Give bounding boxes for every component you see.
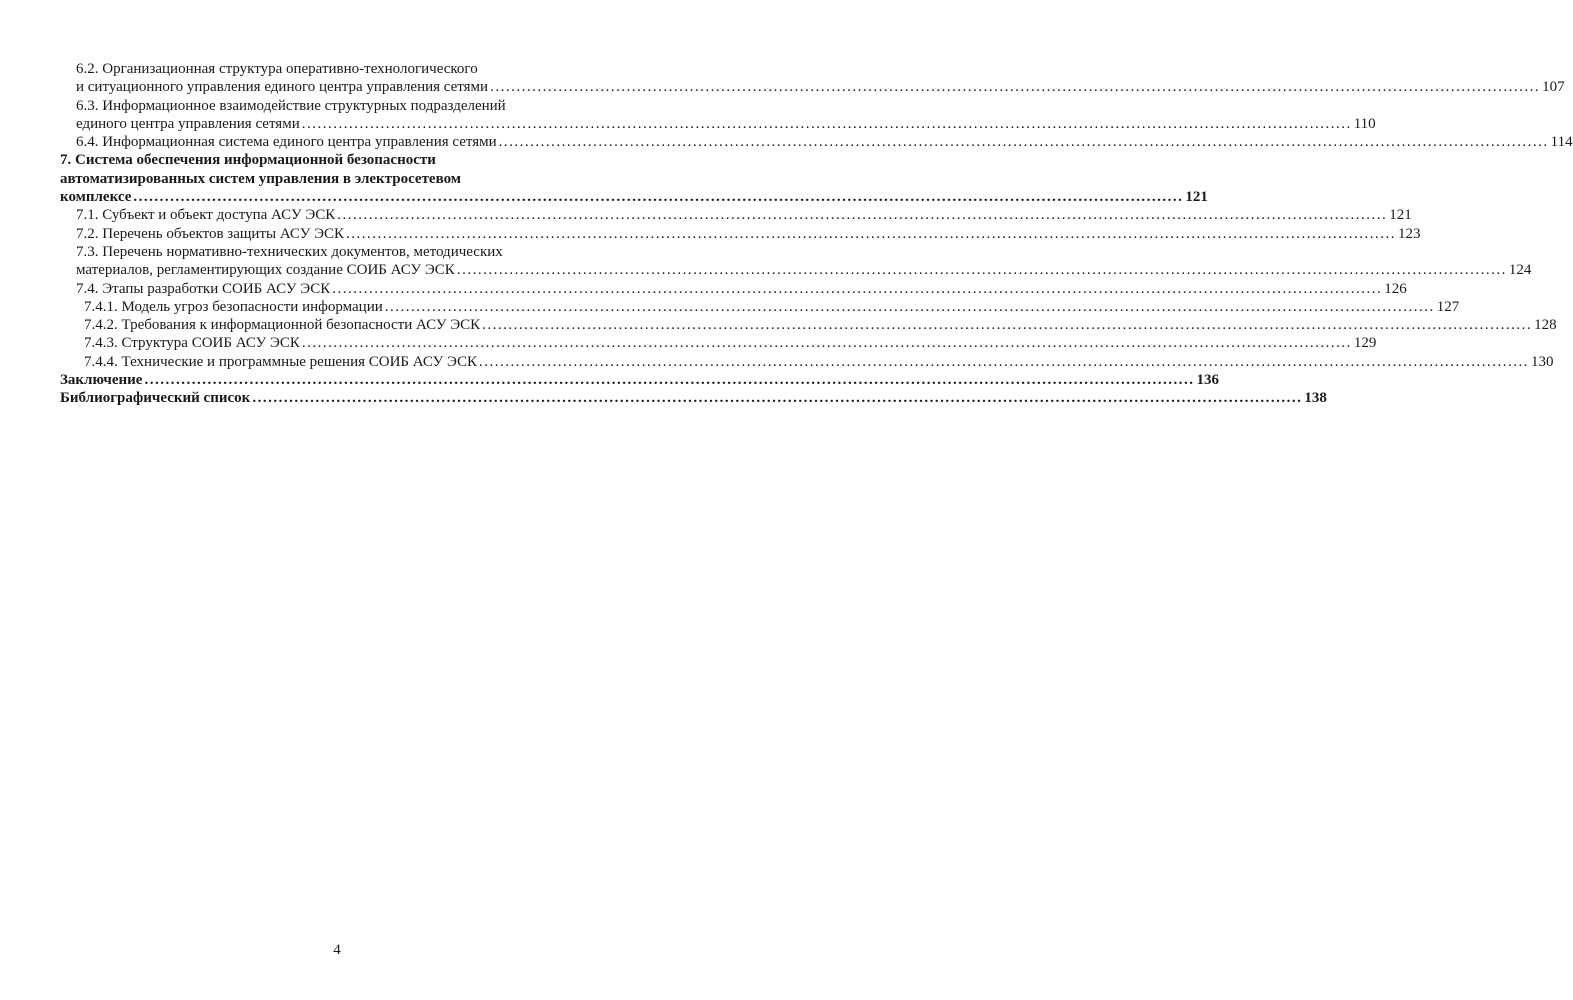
- toc-page-number: 107: [1542, 79, 1565, 96]
- toc-page-number: 138: [1304, 390, 1327, 407]
- toc-entry-title: 7.2. Перечень объектов защиты АСУ ЭСК: [76, 225, 345, 242]
- toc-page-number: 130: [1530, 353, 1554, 370]
- toc-entry-title: 7.4.1. Модель угроз безопасности информации: [84, 298, 383, 315]
- toc-entry-title: и ситуационного управления единого центра управления сетями: [76, 79, 489, 96]
- toc-page-number: 124: [1508, 262, 1532, 279]
- toc-leader-dots: ........................................................................................................................................................................................................: [346, 225, 1397, 242]
- toc-line: [60, 225, 1421, 243]
- toc-leader-dots: ........................................................................................................................................................................................................: [133, 189, 1184, 206]
- toc-entry-title: Заключение: [60, 372, 143, 389]
- toc-leader-dots: ........................................................................................................................................................................................................: [490, 79, 1541, 96]
- toc-line: [60, 206, 1412, 224]
- toc-line: [60, 389, 1327, 407]
- toc-entry-title: Библиографический список: [60, 390, 251, 407]
- toc-page-number: 126: [1384, 280, 1407, 297]
- toc-line: [60, 115, 1376, 133]
- toc-entry-title: комплексе: [60, 189, 132, 206]
- page-number: 4: [333, 942, 341, 958]
- toc-entry-title: 7.4.2. Требования к информационной безопасности АСУ ЭСК: [84, 317, 481, 334]
- toc-line: [60, 334, 1377, 352]
- toc-leader-dots: ........................................................................................................................................................................................................: [301, 335, 1352, 352]
- toc-leader-dots: ........................................................................................................................................................................................................: [384, 298, 1435, 315]
- toc-line: [60, 78, 1565, 96]
- toc-entry-title: 7.4. Этапы разработки СОИБ АСУ ЭСК: [76, 280, 331, 297]
- toc-entry-title: 7.4.3. Структура СОИБ АСУ ЭСК: [84, 335, 300, 352]
- toc-line: [60, 188, 1208, 206]
- toc-leader-dots: ........................................................................................................................................................................................................: [478, 353, 1529, 370]
- toc-line: [60, 170, 634, 188]
- toc-entry-title: материалов, регламентирующих создание СОИБ АСУ ЭСК: [76, 262, 455, 279]
- toc-page-number: 114: [1550, 134, 1573, 151]
- toc-leader-dots: ........................................................................................................................................................................................................: [482, 317, 1533, 334]
- toc-leader-dots: ........................................................................................................................................................................................................: [301, 115, 1352, 132]
- toc-page-number: 121: [1389, 207, 1412, 224]
- toc-entry-title: 6.2. Организационная структура оперативно-технологического: [76, 61, 478, 77]
- toc-line: [60, 261, 1532, 279]
- toc-entry-title: 7. Система обеспечения информационной безопасности: [60, 152, 436, 169]
- toc-entry-title: автоматизированных систем управления в электросетевом: [60, 170, 462, 187]
- toc-page-number: 128: [1534, 317, 1557, 334]
- toc-entry-title: 7.3. Перечень нормативно-технических документов, методических: [76, 243, 503, 260]
- toc-line: [60, 371, 1219, 389]
- toc-entry-title: единого центра управления сетями: [76, 115, 300, 132]
- toc-line: [60, 133, 1573, 151]
- toc-page-number: 110: [1353, 115, 1376, 132]
- toc-page-number: 121: [1185, 189, 1208, 206]
- toc-page-number: 136: [1196, 372, 1219, 389]
- toc-line: [60, 316, 1557, 334]
- toc-page-number: 129: [1353, 335, 1377, 352]
- toc-page-number: 123: [1398, 225, 1421, 242]
- toc-leader-dots: ........................................................................................................................................................................................................: [337, 207, 1388, 224]
- toc-page-number: 127: [1436, 298, 1460, 315]
- toc-leader-dots: ........................................................................................................................................................................................................: [252, 390, 1303, 407]
- toc-line: [60, 97, 634, 115]
- toc-leader-dots: ........................................................................................................................................................................................................: [332, 280, 1383, 297]
- toc-entry-title: 6.3. Информационное взаимодействие структурных подразделений: [76, 97, 506, 114]
- toc-leader-dots: ........................................................................................................................................................................................................: [498, 134, 1549, 151]
- toc-line: [60, 353, 1554, 371]
- toc-line: [60, 280, 1407, 298]
- toc-line: [60, 298, 1460, 316]
- toc-entry-title: 7.4.4. Технические и программные решения СОИБ АСУ ЭСК: [84, 353, 477, 370]
- toc-entry-title: 6.4. Информационная система единого центра управления сетями: [76, 134, 497, 151]
- toc-leader-dots: ........................................................................................................................................................................................................: [456, 262, 1507, 279]
- table-of-contents: [60, 60, 1573, 408]
- toc-leader-dots: ........................................................................................................................................................................................................: [144, 372, 1195, 389]
- toc-entry-title: 7.1. Субъект и объект доступа АСУ ЭСК: [76, 207, 336, 224]
- toc-line: [60, 151, 634, 169]
- toc-line: [60, 60, 634, 78]
- toc-line: [60, 243, 634, 261]
